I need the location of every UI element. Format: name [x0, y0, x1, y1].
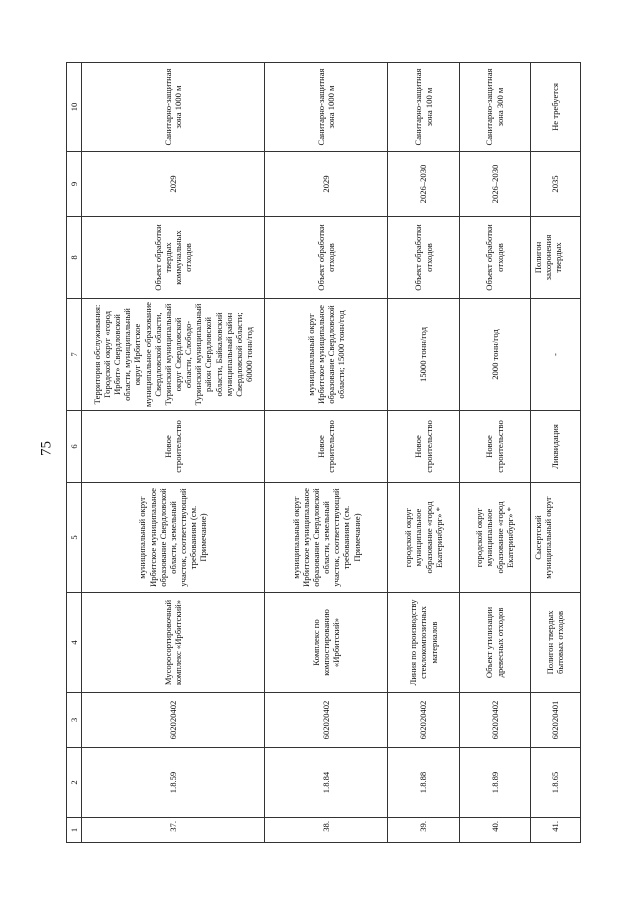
- cell-period: 2029: [264, 152, 388, 217]
- column-header: 2: [67, 748, 82, 818]
- cell-code: 1.8.89: [459, 748, 530, 818]
- cell-capacity: -: [530, 299, 580, 411]
- cell-location: городской округ муниципальное образование «город Екатеринбург» *: [459, 483, 530, 593]
- cell-object-type: Объект обработки отходов: [264, 217, 388, 299]
- cell-object-name: Мусоросортировочный комплекс «Ирбитский»: [82, 593, 265, 693]
- table-row: [82, 63, 265, 843]
- table-header-row: [67, 63, 82, 843]
- cell-location: муниципальный округ Ирбитское муниципальное образование Свердловской области, земельный участок, соответствующий требованиям (см. Примечание): [264, 483, 388, 593]
- column-header: 3: [67, 693, 82, 748]
- cell-status: Ликвидация: [530, 411, 580, 483]
- column-header: 5: [67, 483, 82, 593]
- cell-object-type: Объект обработки твердых коммунальных отходов: [82, 217, 265, 299]
- cell-period: 2026–2030: [459, 152, 530, 217]
- cell-capacity: Территория обслуживания: Городской округ «город Ирбит» Свердловской области, муниципальный округ Ирбитское муниципальное образование Свердловской области, Туринский муниципальный округ Свердловской области, Слободо-Туринский муниципальный район Свердловской области, Байкаловский муниципальный район Свердловской области; 60000 тонн/год: [82, 299, 265, 411]
- column-header: 6: [67, 411, 82, 483]
- column-header: 4: [67, 593, 82, 693]
- cell-protection-zone: Санитарно-защитная зона 100 м: [388, 63, 459, 152]
- cell-object-type: Объект обработки отходов: [388, 217, 459, 299]
- table-row: [530, 63, 580, 843]
- cell-protection-zone: Санитарно-защитная зона 1000 м: [264, 63, 388, 152]
- cell-code: 1.8.84: [264, 748, 388, 818]
- cell-status: Новое строительство: [459, 411, 530, 483]
- cell-status: Новое строительство: [388, 411, 459, 483]
- cell-capacity: 15000 тонн/год: [388, 299, 459, 411]
- cell-object-type: Полигон захоронения твердых: [530, 217, 580, 299]
- cell-capacity: 2000 тонн/год: [459, 299, 530, 411]
- cell-period: 2029: [82, 152, 265, 217]
- cell-number: 39.: [388, 818, 459, 843]
- cell-oktmo: 602020402: [264, 693, 388, 748]
- cell-object-name: Комплекс по компостированию «Ирбитский»: [264, 593, 388, 693]
- table-row: [459, 63, 530, 843]
- cell-location: Сысертский муниципальный округ: [530, 483, 580, 593]
- column-header: 10: [67, 63, 82, 152]
- cell-number: 38.: [264, 818, 388, 843]
- cell-object-name: Линия по производству стеклокомпозитных материалов: [388, 593, 459, 693]
- page-number: 75: [38, 441, 55, 456]
- cell-number: 37.: [82, 818, 265, 843]
- cell-object-name: Объект утилизации древесных отходов: [459, 593, 530, 693]
- column-header: 1: [67, 818, 82, 843]
- table-row: [264, 63, 388, 843]
- cell-location: городской округ муниципальное образование «город Екатеринбург» *: [388, 483, 459, 593]
- cell-status: Новое строительство: [264, 411, 388, 483]
- cell-code: 1.8.65: [530, 748, 580, 818]
- register-table: [66, 62, 581, 843]
- cell-protection-zone: Не требуется: [530, 63, 580, 152]
- column-header: 8: [67, 217, 82, 299]
- cell-oktmo: 602020402: [459, 693, 530, 748]
- cell-capacity: муниципальный округ Ирбитское муниципальное образование Свердловской области; 15000 тонн/год: [264, 299, 388, 411]
- cell-status: Новое строительство: [82, 411, 265, 483]
- cell-protection-zone: Санитарно-защитная зона 300 м: [459, 63, 530, 152]
- cell-location: муниципальный округ Ирбитское муниципальное образование Свердловской области, земельный участок, соответствующий требованиям (см. Примечание): [82, 483, 265, 593]
- cell-number: 41.: [530, 818, 580, 843]
- cell-object-name: Полигон твердых бытовых отходов: [530, 593, 580, 693]
- cell-oktmo: 602020402: [82, 693, 265, 748]
- cell-code: 1.8.59: [82, 748, 265, 818]
- cell-number: 40.: [459, 818, 530, 843]
- cell-oktmo: 602020402: [388, 693, 459, 748]
- cell-object-type: Объект обработки отходов: [459, 217, 530, 299]
- cell-code: 1.8.88: [388, 748, 459, 818]
- column-header: 7: [67, 299, 82, 411]
- cell-protection-zone: Санитарно-защитная зона 1000 м: [82, 63, 265, 152]
- cell-oktmo: 602020401: [530, 693, 580, 748]
- cell-period: 2035: [530, 152, 580, 217]
- cell-period: 2026–2030: [388, 152, 459, 217]
- table-row: [388, 63, 459, 843]
- rotated-table-wrapper: [66, 63, 581, 843]
- column-header: 9: [67, 152, 82, 217]
